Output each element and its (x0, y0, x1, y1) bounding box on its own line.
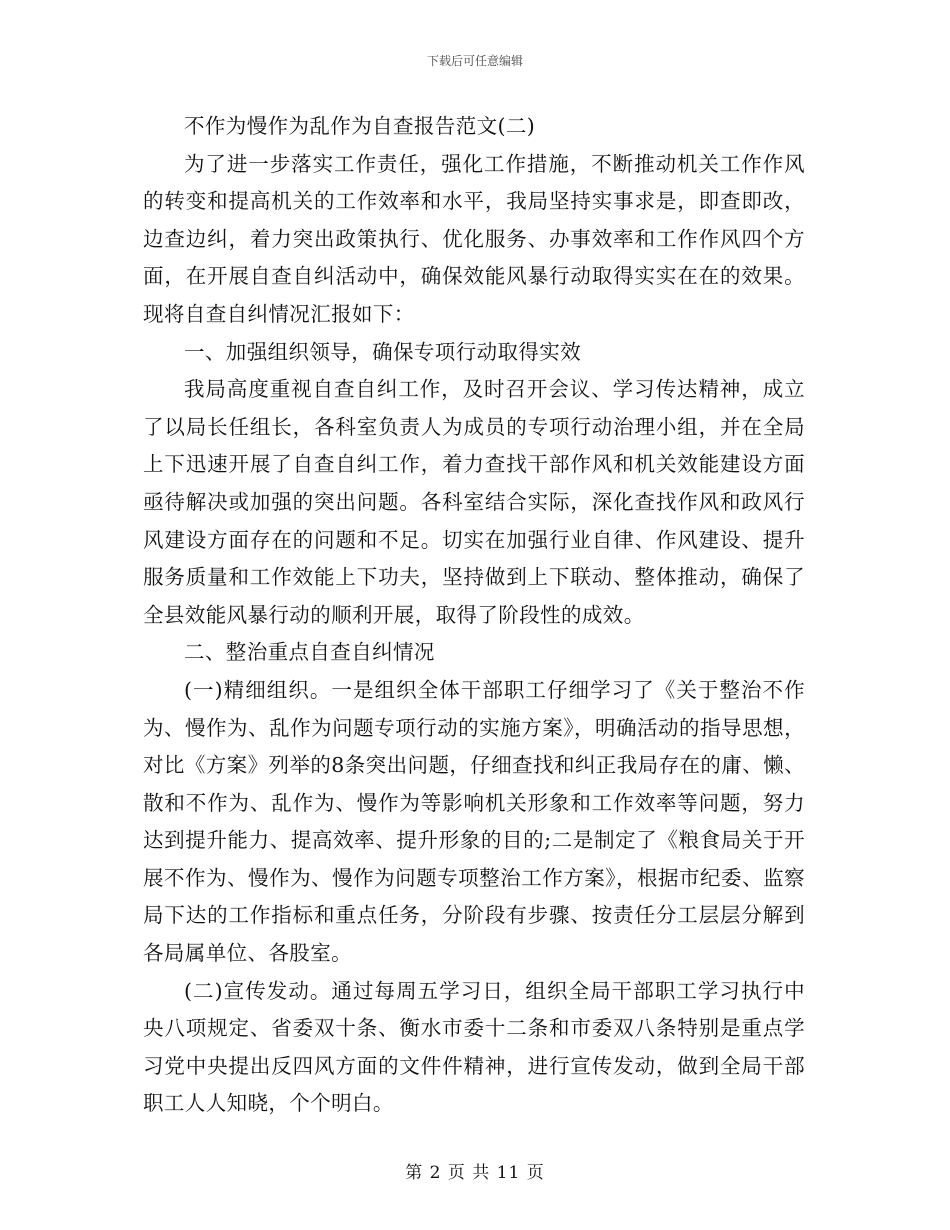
paragraph-item-1: (一)精细组织。一是组织全体干部职工仔细学习了《关于整治不作为、慢作为、乱作为问题专项行动的实施方案》，明确活动的指导思想，对比《方案》列举的8条突出问题，仔细查找和纠正我局存在的庸、懒、散和不作为、乱作为、慢作为等影响机关形象和工作效率等问题，努力达到提升能力、提高效率、提升形象的目的;二是制定了《粮食局关于开展不作为、慢作为、慢作为问题专项整治工作方案》，根据市纪委、监察局下达的工作指标和重点任务，分阶段有步骤、按责任分工层层分解到各局属单位、各股室。 (143, 677, 805, 966)
document-body (143, 108, 805, 1123)
paragraph-item-2: (二)宣传发动。通过每周五学习日，组织全局干部职工学习执行中央八项规定、省委双十条、衡水市委十二条和市委双八条特别是重点学习党中央提出反四风方面的文件件精神，进行宣传发动，做到全局干部职工人人知晓，个个明白。 (143, 978, 805, 1116)
paragraph-intro: 为了进一步落实工作责任，强化工作措施，不断推动机关工作作风的转变和提高机关的工作效率和水平，我局坚持实事求是，即查即改，边查边纠，着力突出政策执行、优化服务、办事效率和工作作风四个方面，在开展自查自纠活动中，确保效能风暴行动取得实实在在的效果。现将自查自纠情况汇报如下： (143, 151, 805, 326)
section-heading-1: 一、加强组织领导，确保专项行动取得实效 (184, 339, 582, 364)
page-header-note: 下载后可任意编辑 (426, 54, 523, 68)
document-title: 不作为慢作为乱作为自查报告范文(二) (184, 114, 536, 138)
paragraph-section-1: 我局高度重视自查自纠工作，及时召开会议、学习传达精神，成立了以局长任组长，各科室负责人为成员的专项行动治理小组，并在全局上下迅速开展了自查自纠工作，着力查找干部作风和机关效能建设方面亟待解决或加强的突出问题。各科室结合实际，深化查找作风和政风行风建设方面存在的问题和不足。切实在加强行业自律、作风建设、提升服务质量和工作效能上下功夫，坚持做到上下联动、整体推动，确保了全县效能风暴行动的顺利开展，取得了阶段性的成效。 (143, 377, 805, 627)
page-number-footer: 第 2 页 共 11 页 (405, 1163, 545, 1183)
section-heading-2: 二、整治重点自查自纠情况 (184, 640, 435, 665)
